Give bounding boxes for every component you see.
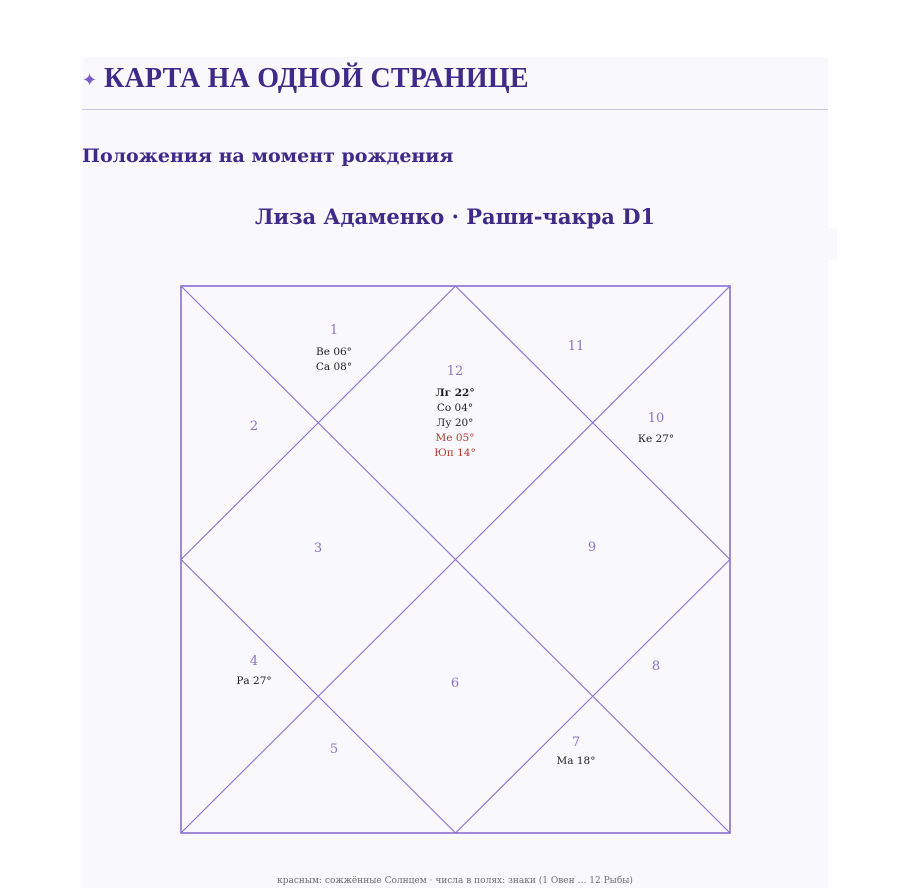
house-sign-number: 4 bbox=[249, 654, 259, 669]
page-title: КАРТА НА ОДНОЙ СТРАНИЦЕ bbox=[104, 63, 529, 94]
house-6 bbox=[451, 676, 459, 691]
planet-label: Со 04° bbox=[436, 402, 474, 414]
chart-title: Лиза Адаменко · Раши-чакра D1 bbox=[254, 204, 656, 229]
house-sign-number: 8 bbox=[651, 659, 661, 674]
planet-label: Ма 18° bbox=[556, 755, 596, 767]
planet-label: Ме 05° bbox=[435, 432, 475, 444]
planet-label: Ве 06° bbox=[316, 346, 352, 358]
house-sign-number: 11 bbox=[567, 339, 585, 354]
houses-layer bbox=[236, 323, 674, 767]
planet-label: Ра 27° bbox=[236, 675, 272, 687]
house-12 bbox=[434, 364, 475, 459]
house-5 bbox=[330, 742, 338, 757]
planet-label: Ке 27° bbox=[637, 433, 675, 445]
house-sign-number: 2 bbox=[249, 419, 259, 434]
house-1 bbox=[316, 323, 352, 373]
planet-label: Юп 14° bbox=[434, 447, 476, 459]
chart-footnote: красным: сожжённые Солнцем · числа в полях: знаки (1 Овен … 12 Рыбы) bbox=[277, 876, 633, 886]
house-sign-number: 5 bbox=[329, 742, 339, 757]
house-sign-number: 9 bbox=[587, 540, 597, 555]
house-4 bbox=[236, 654, 271, 687]
house-7 bbox=[557, 735, 596, 767]
section-title: Положения на момент рождения bbox=[82, 145, 454, 167]
lagna-label: Лг 22° bbox=[435, 387, 475, 399]
sparkle-icon: ✦ bbox=[82, 70, 98, 91]
house-sign-number: 10 bbox=[647, 411, 665, 426]
house-sign-number: 3 bbox=[313, 541, 323, 556]
house-sign-number: 12 bbox=[446, 364, 464, 379]
house-8 bbox=[652, 659, 660, 674]
house-9 bbox=[588, 540, 596, 555]
house-3 bbox=[314, 541, 322, 556]
house-sign-number: 6 bbox=[450, 676, 460, 691]
planet-label: Лу 20° bbox=[436, 417, 474, 429]
planet-label: Са 08° bbox=[315, 361, 353, 373]
house-sign-number: 1 bbox=[329, 323, 339, 338]
house-11 bbox=[568, 339, 585, 354]
house-10 bbox=[638, 411, 674, 445]
house-sign-number: 7 bbox=[571, 735, 581, 750]
house-2 bbox=[250, 419, 258, 434]
